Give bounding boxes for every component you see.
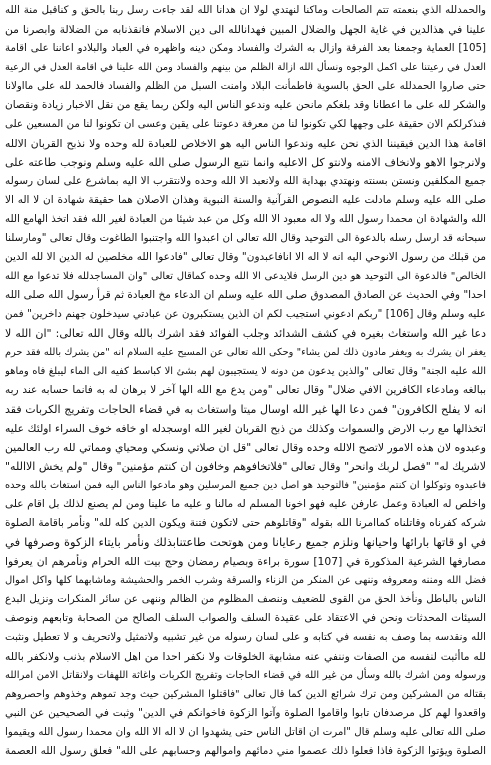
text-line: ورسوله ومن اشرك بالله وسأل من غير الله في قضاء الحاجات وتفريج الكربات واغاثة اللهفات ولانقاتل الامن امرالله — [5, 670, 486, 681]
text-line: فاعبدوه وتوكلوا ان كنتم مؤمنين" فالتوحيد هو اصل دين جميع المرسلين وهو مادعوا الناس اليه فمن استغاث بالله وحده — [5, 480, 486, 491]
text-line: جميع المكلفين ونستن بسنته ونهتدي بهداية الله ولانعبد الا الله وحده ولانتقرب الا اليه بماشرع على لسان رسوله — [5, 175, 486, 187]
text-line: انه لا يفلح الكافرون" فمن دعا الها غير الله اوسال ميتا واستغاث به في قضاء الحاجات وتفريج الكربات فقد — [5, 403, 486, 416]
text-line: والشكر لله على ما اعطانا وقد بلغكم مانحن عليه وندعو الناس اليه ولكن ربما يقع من نقل الاخبار زيادة ونقصان — [5, 99, 486, 111]
text-line: اتخذالها مع رب الارض والسموات وكذلك من ذبح القربان لغير الله اوسجدله او خافه خوف السراء اولئك عليه — [5, 422, 486, 435]
text-line: عليه وسلم وقال [106] "ربكم ادعوني استجيب لكم ان الذين يستكبرون عن عبادتي سيدخلون جهنم داخرين" فمن — [5, 308, 486, 320]
text-line: الصلوة ويؤتوا الزكوة فاذا فعلوا ذلك عصموا مني دمائهم واموالهم وحسابهم على الله" فعلق رسول الله العصمة — [5, 745, 486, 757]
text-line: وعبدوه لان هذه الامور لاتصح الالله وحده وقال تعالى "قل ان صلاتي ونسكي ومحياي ومماتي لله رب العالمين — [5, 441, 486, 454]
text-line: في او قاتها بارائها واحيانها ونلزم جميع رعايانا ومن هوتحت طاعتنابذلك ونأمر بايتاء الزكوة وصرفها في — [5, 535, 486, 549]
text-line: من قبلك من رسول الانوحي اليه انه لا اله الا انافاعبدون" وقال تعالى "فادعوا الله مخلصين له الدين الا لله الدين — [5, 251, 486, 263]
text-line: اقامة هذا الدين فيقيننا الذي نحن عليه وندعوا الناس اليه هو الاخلاص للعبادة لله وحده ولا نذبح القربان الالله — [5, 137, 486, 150]
text-line: مصارفها الشرعية المذكورة في [107] سورة براءة وبصيام رمضان وحج بيت الله الحرام ونأمرهم ان يعرفوا — [5, 555, 486, 568]
text-line: لله ماأثبت لنفسه من الصفات وننفي عنه مشابهة الخلوقات ولا نكفر احدا من اهل الاسلام بذنب ولانكفر بالله — [5, 650, 486, 663]
text-line: والحمدلله الذي بنعمته تتم الصالحات وماكنا لنهتدي لولا ان هدانا الله لقد جاءت رسل ربنا بالحق و كناقبل منة الله — [5, 4, 486, 16]
text-line: يغفر ان يشرك به ويغفر مادون ذلك لمن يشاء" وحكى الله تعالى عن المسيح عليه السلام انه "من يشرك بالله فقد حرم — [5, 347, 486, 358]
text-line: العدل في رعيتنا على اكمل الوجوه ونسأل الله ازالة الظلم من بينهم والفساد ومن الله علينا في اقامة العدل في الرعية — [5, 62, 486, 73]
text-line: دعا غير الله واستغاث بغيره في كشف الشدائد وجلب الفوائد فقد اشرك بالله وقال الله تعالى: "ان الله لا — [5, 327, 486, 340]
text-line: الناس بالباطل ونأخذ الحق من القوى للضعيف وننصف المظلوم من الظالم وننهى عن سائر المنكرات ونزيل البدع — [5, 593, 486, 605]
text-line: حتى صاروا الحمدلله على الحق بالسوية فاطمأنت البلاد وامنت السبل من الظلم والفساد فالحمد لله على مااولانا — [5, 80, 486, 92]
text-line: ولانرجوا الاهو ولانخاف الامنه ولانتو كل الاعليه وانما نتبع الرسول صلى الله عليه وسلم ونوجب طاعته على — [5, 156, 486, 169]
text-line: بقتاله من المشركين ومن ترك شرائع الدين كما قال تعالى "فاقتلوا المشركين حيث وجد تموهم وخذوهم واحصروهم — [5, 689, 486, 700]
text-line: ببالغه ومادعاء الكافرين الافي ضلال" وقال تعالى "ومن يدع مع الله الها آخر لا برهان له به فانما حسابه عند ربه — [5, 384, 486, 396]
text-line: الخالص" فالدعوة الى التوحيد هو دين الرسل فلايدعى الا الله وحده كماقال تعالى "وان المساجدلله فلا تدعوا مع الله — [5, 271, 486, 282]
text-line: صلى الله تعالى عليه وسلم قال "امرت ان اقاتل الناس حتى يشهدوا ان لا اله الا الله وان محمدا رسول الله ويقيموا — [5, 726, 486, 738]
text-line: واخلص له العبادة وعمل عارفن عليه فهو اخونا المسلم له مالنا و عليه ما علينا ومن لم يصنع لذلك بل اقام على — [5, 498, 486, 510]
text-line: فضل الله ومننه ومعروفه وننهى عن المنكر من الزناء والسرقة وشرب الخمر والحشيشة وماشابهما كلها واكل اموال — [5, 575, 486, 586]
text-line: الله ونقدسه بما وصف به نفسه في كتابه و على لسان رسوله من غير تشبيه ولاتمثيل ولاتحريف و لا تعطيل ونثبت — [5, 631, 486, 643]
text-line: شركه كفرناه وقاتلناه كماامرنا الله بقوله "وقاتلوهم حتى لاتكون فتنة ويكون الدين كله لله" ونأمر باقامة الصلوة — [5, 517, 486, 529]
text-line: الله عليه الجنة" وقال تعالى "والذين يدعون من دونه لا يستجيبون لهم بشئ الا كباسط كفيه الى الماء ليبلغ فاه وماهو — [5, 366, 486, 377]
text-line: الله والشهادة ان محمدا رسول الله ولا اله معبود الا الله وكل من عبد شيئا من العبادة لغير الله فقد اتخذ الهامع الله — [5, 213, 486, 225]
text-line: لاشريك له" "فصل لربك وانحر" وقال تعالى "فلاتخافوهم وخافون ان كنتم مؤمنين" وقال "ولم يخش الاالله" — [5, 460, 486, 473]
text-line: صلى الله عليه وسلم مادلت عليه النصوص القرآنية والسنة النبوية وهذان الاصلان هما حقيقة شهادة ان لا اله الا — [5, 194, 486, 206]
text-line: سبحانه قد ارسل رسله بالدعوة الى التوحيد وقال الله تعالى ان اعبدوا الله واجتنبوا الطاغوت وقال تعالى "ومارسلنا — [5, 232, 486, 244]
text-line: علينا في هذالدين في غاية الجهل والضلال المبين فهدانالله الى دين الاسلام فانقذنابه من الضلالة وابصرنا من — [5, 23, 486, 36]
text-line: السيئات المحدثات ونحن في الاعتقاد على عقيدة السلف والصواب السلف الصالح من الصحابة وتابعهم ونوصف — [5, 612, 486, 624]
text-line: احدا" وفي الحديث عن الصادق المصدوق صلى الله عليه وسلم ان الدعاء مخ العبادة ثم قرأ رسول الله صلى الله — [5, 289, 486, 301]
text-line: [105] العماية وجمعنا بعد الفرقة وازال به الشرك والفساد ومكن دينه واظهره في العباد والبلادو اعاننا على اقامة — [5, 42, 486, 54]
text-line: واقعدوا لهم كل مرصدفان تابوا واقاموا الصلوة وآتوا الزكوة فاخوانكم في الدين" وثبت في الصحيحين عن النبي — [5, 707, 486, 719]
text-line: فنذكرلكم الان حقيقة على وجهها لكي تكونوا لنا من معرفة دعوتنا على يقين وعسى ان تكونوا لنا من المسعين على — [5, 118, 486, 130]
